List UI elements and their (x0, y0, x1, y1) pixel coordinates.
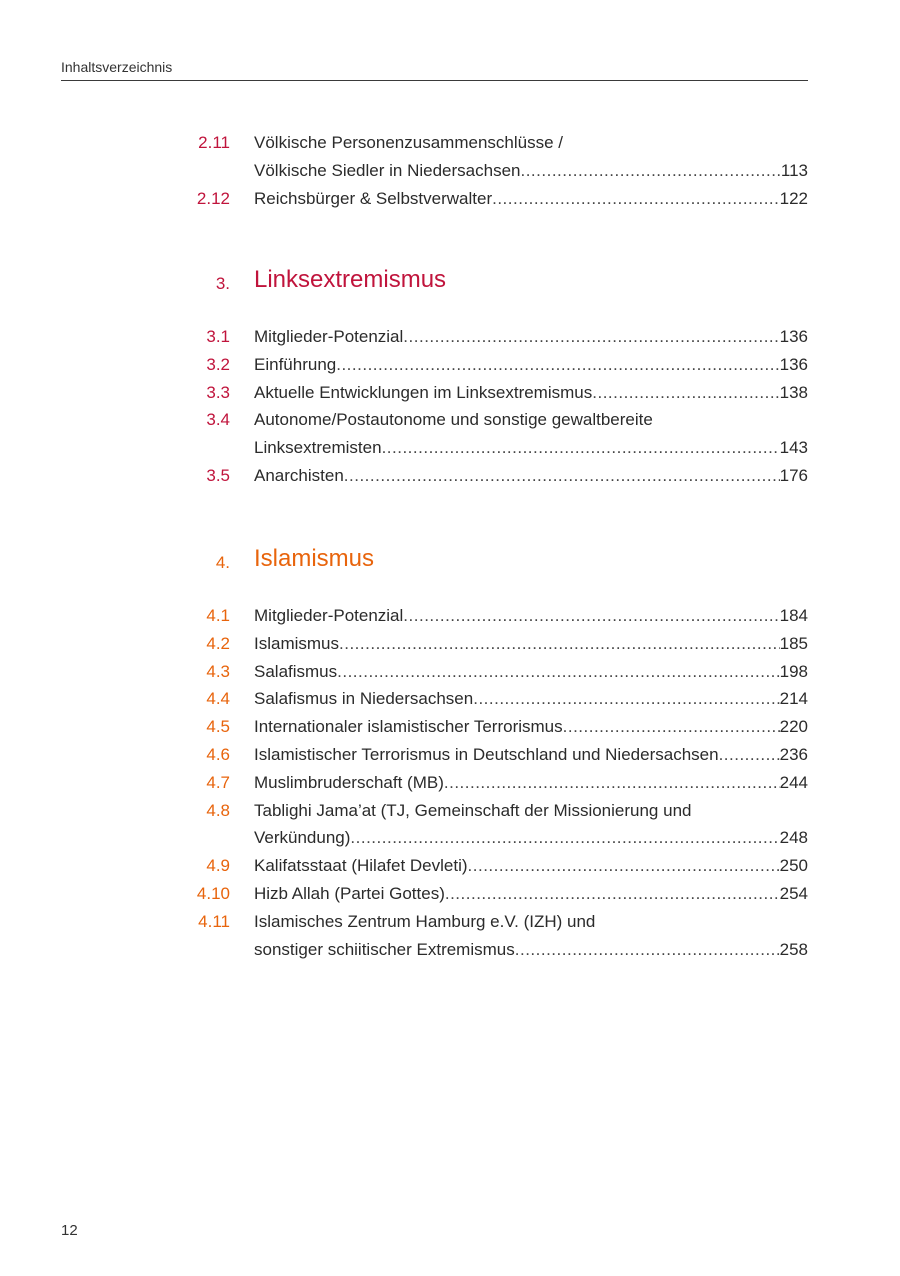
toc-entry-page: 198 (779, 661, 808, 681)
toc-entry-page: 254 (779, 884, 808, 903)
toc-entry-number: 2.11 (198, 133, 230, 152)
toc-entry-page: 250 (779, 856, 808, 876)
dot-leader (520, 158, 780, 184)
toc-entry-page: 176 (779, 466, 808, 485)
toc-entry-page: 113 (780, 160, 808, 180)
page-number: 12 (61, 1222, 78, 1239)
toc-entry[interactable] (0, 407, 900, 433)
dot-leader (468, 853, 780, 879)
dot-leader (403, 324, 779, 350)
toc-entry-title: Internationaler islamistischer Terrorismus (254, 717, 563, 737)
toc-entry-page: 143 (779, 438, 808, 458)
toc-entry-number: 2.12 (196, 188, 230, 208)
toc-entry-title: Reichsbürger & Selbstverwalter (254, 188, 493, 208)
dot-leader (350, 825, 779, 851)
toc-entry[interactable] (0, 324, 900, 350)
header-title: Inhaltsverzeichnis (61, 59, 173, 75)
section-title: Islamismus (254, 545, 375, 572)
toc-entry-title: Salafismus in Niedersachsen (254, 689, 474, 709)
toc-entry-number: 4.10 (196, 884, 230, 903)
toc-entry-title: Verkündung) (254, 828, 351, 848)
dot-leader (403, 603, 779, 629)
dot-leader (592, 380, 779, 406)
toc-entry[interactable] (0, 742, 900, 768)
toc-entry-number: 3.1 (206, 327, 230, 346)
section-number: 3. (215, 274, 230, 293)
toc-entry[interactable] (0, 186, 900, 212)
toc-entry-title: Kalifatsstaat (Hilafet Devleti) (254, 856, 468, 876)
toc-entry[interactable] (0, 463, 900, 489)
toc-entry[interactable] (0, 686, 900, 712)
toc-entry-title: Islamismus (254, 633, 340, 653)
toc-entry-title: Mitglieder-Potenzial (254, 606, 404, 625)
toc-entry-number: 4.7 (206, 772, 230, 792)
toc-entry[interactable] (0, 853, 900, 879)
toc-entry[interactable] (0, 881, 900, 907)
section-heading[interactable] (0, 262, 900, 302)
toc-entry-page: 258 (779, 939, 808, 959)
toc-entry-title: Aktuelle Entwicklungen im Linksextremismus (254, 382, 593, 402)
toc-entry-page: 136 (779, 354, 808, 374)
toc-entry-number: 4.3 (206, 661, 230, 681)
toc-entry-page: 248 (779, 828, 808, 848)
dot-leader (344, 463, 780, 489)
toc-entry-title: Völkische Siedler in Niedersachsen (254, 160, 521, 180)
toc-entry-page: 138 (779, 382, 808, 402)
toc-entry-page: 236 (779, 745, 808, 764)
section-number: 4. (215, 553, 230, 572)
dot-leader (444, 770, 780, 796)
toc-entry-title: Einführung (254, 354, 337, 374)
toc-entry-number: 3.5 (206, 466, 230, 485)
toc-entry[interactable] (0, 603, 900, 629)
section-heading[interactable] (0, 541, 900, 581)
toc-entry[interactable] (0, 714, 900, 740)
toc-entry[interactable] (0, 130, 900, 156)
toc-entry-number: 3.3 (206, 382, 230, 402)
toc-entry[interactable] (0, 631, 900, 657)
toc-entry[interactable] (0, 909, 900, 935)
toc-entry[interactable] (0, 798, 900, 824)
toc-entry[interactable] (0, 770, 900, 796)
toc-entry[interactable] (0, 380, 900, 406)
toc-entry-page: 136 (779, 327, 808, 346)
toc-entry-title: sonstiger schiitischer Extremismus (254, 939, 515, 959)
toc-entry[interactable] (0, 937, 900, 963)
dot-leader (445, 881, 780, 907)
dot-leader (473, 686, 779, 712)
toc-entry-title: Linksextremisten (254, 438, 382, 458)
toc-entry-title: Mitglieder-Potenzial (254, 327, 404, 346)
toc-entry-title: Islamisches Zentrum Hamburg e.V. (IZH) und (254, 911, 596, 931)
toc-entry-number: 4.8 (206, 800, 230, 820)
toc-entry-number: 4.2 (206, 633, 230, 653)
toc-entry-page: 244 (779, 772, 808, 792)
toc-entry-page: 122 (779, 188, 808, 208)
dot-leader (336, 352, 779, 378)
dot-leader (492, 186, 780, 212)
toc-entry-title: Völkische Personenzusammenschlüsse / (254, 133, 563, 152)
toc-entry-title: Salafismus (254, 661, 338, 681)
toc-entry[interactable] (0, 435, 900, 461)
toc-entry-title: Autonome/Postautonome und sonstige gewaltbereite (254, 410, 653, 430)
toc-entry-title: Islamistischer Terrorismus in Deutschland und Niedersachsen (254, 745, 719, 764)
toc-entry-number: 4.5 (206, 717, 230, 737)
toc-entry-page: 184 (779, 606, 808, 625)
running-header (61, 58, 808, 81)
dot-leader (382, 435, 780, 461)
toc-entry-page: 214 (779, 689, 808, 709)
toc-entry[interactable] (0, 825, 900, 851)
toc-entry-number: 4.1 (206, 606, 230, 625)
toc-entry-number: 3.4 (206, 410, 230, 430)
toc-entry-title: Anarchisten (254, 466, 344, 485)
dot-leader (515, 937, 780, 963)
toc-entry-page: 220 (779, 717, 808, 737)
toc-entry-number: 4.4 (206, 689, 230, 709)
toc-entry[interactable] (0, 352, 900, 378)
toc-entry-number: 4.9 (206, 856, 230, 876)
toc-entry-title: Hizb Allah (Partei Gottes) (254, 884, 445, 903)
toc-entry-page: 185 (779, 633, 808, 653)
toc-entry-number: 4.11 (198, 911, 230, 931)
dot-leader (563, 714, 780, 740)
toc-entry-title: Tablighi Jama’at (TJ, Gemeinschaft der Missionierung und (254, 800, 692, 820)
section-title: Linksextremismus (254, 266, 447, 293)
toc-entry-title: Muslimbruderschaft (MB) (254, 772, 444, 792)
dot-leader (337, 659, 779, 685)
dot-leader (339, 631, 780, 657)
toc-entry[interactable] (0, 158, 900, 184)
dot-leader (719, 742, 780, 768)
toc-entry-number: 4.6 (206, 745, 230, 764)
toc-entry-number: 3.2 (206, 354, 230, 374)
toc-entry[interactable] (0, 659, 900, 685)
